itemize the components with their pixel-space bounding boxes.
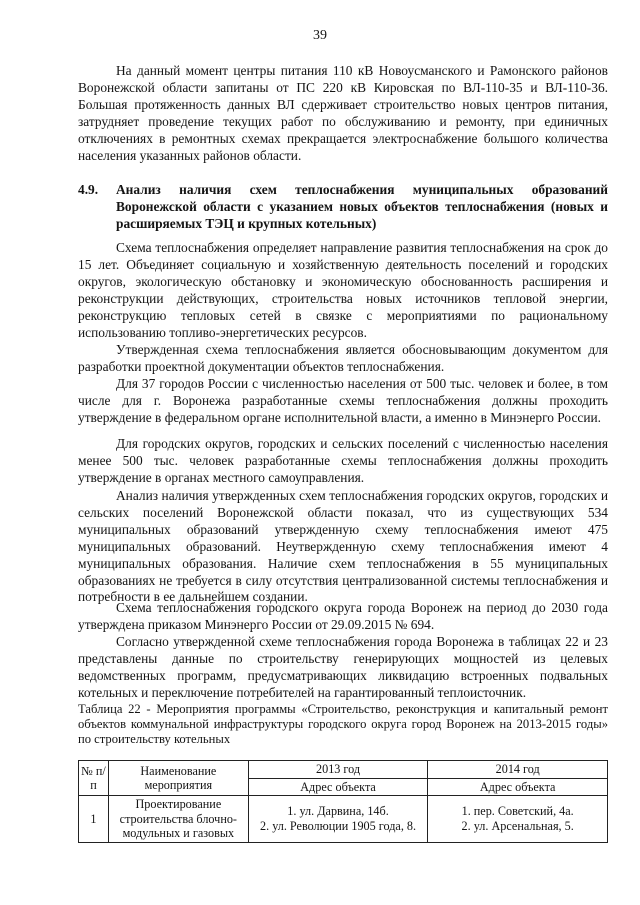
header-address-2013: Адрес объекта	[248, 778, 428, 796]
section-title: Анализ наличия схем теплоснабжения муниципальных образований Воронежской области с указанием новых объектов теплоснабжения (новых и расширяемых ТЭЦ и крупных котельных)	[116, 182, 608, 231]
paragraph: Схема теплоснабжения определяет направление развития теплоснабжения на срок до 15 лет. Объединяет социальную и хозяйственную деятельность поселений и городских округов, экологическую обстановку и экономическую обоснованность расширения и реконструкции действующих, строительства новых источников тепловой энергии, реконструкцию тепловых сетей в связке с мероприятиями по рациональному использованию топливо-энергетических ресурсов.	[78, 240, 608, 340]
section-heading	[78, 182, 608, 233]
page-number: 39	[313, 28, 327, 43]
header-address-2014: Адрес объекта	[428, 778, 608, 796]
paragraph: Утвержденная схема теплоснабжения является обосновывающим документом для разработки проектной документации объектов теплоснабжения.	[78, 342, 608, 374]
table-header-row	[79, 761, 608, 779]
paragraph: Схема теплоснабжения городского округа города Воронеж на период до 2030 года утверждена приказом Минэнерго России от 29.09.2015 № 694.	[78, 600, 608, 632]
header-year-2013: 2013 год	[248, 761, 428, 779]
table-caption: Таблица 22 - Мероприятия программы «Строительство, реконструкция и капитальный ремонт объектов коммунальной инфраструктуры городского округа город Воронеж на 2013-2015 годы» по строительству котельных	[78, 702, 608, 747]
address-line: 1. пер. Советский, 4а.	[461, 804, 574, 819]
row-number: 1	[79, 796, 109, 843]
row-address-2014	[428, 796, 608, 843]
row-event-name: Проектирование строительства блочно-модульных и газовых	[108, 796, 248, 843]
header-year-2014: 2014 год	[428, 761, 608, 779]
events-table	[78, 760, 608, 843]
paragraph: Согласно утвержденной схеме теплоснабжения города Воронежа в таблицах 22 и 23 представлены данные по строительству генерирующих мощностей из целевых ведомственных программ, предусматривающих ликвидацию встроенных подвальных котельных и переключение потребителей на гарантированный теплоисточник.	[78, 634, 608, 700]
table-row	[79, 796, 608, 843]
intro-paragraph: На данный момент центры питания 110 кВ Новоусманского и Рамонского районов Воронежской области запитаны от ПС 220 кВ Кировская по ВЛ-110-35 и ВЛ-110-36. Большая протяженность данных ВЛ сдерживает строительство новых центров питания, затрудняет проведение текущих работ по обслуживанию и ремонту, при единичных отключениях в ремонтных схемах прекращается электроснабжение большого количества населения указанных районов области.	[78, 63, 608, 163]
address-line: 2. ул. Арсенальная, 5.	[461, 819, 574, 834]
section-number: 4.9.	[78, 182, 99, 197]
address-line: 1. ул. Дарвина, 14б.	[287, 804, 389, 819]
paragraph: Для городских округов, городских и сельских поселений с численностью населения менее 500 тыс. человек разработанные схемы теплоснабжения должны проходить утверждение в органах местного самоуправления.	[78, 436, 608, 485]
paragraph: Для 37 городов России с численностью населения от 500 тыс. человек и более, в том числе для г. Воронежа разработанные схемы теплоснабжения должны проходить утверждение в федеральном органе исполнительной власти, а именно в Минэнерго России.	[78, 376, 608, 425]
paragraph: Анализ наличия утвержденных схем теплоснабжения городских округов, городских и сельских поселений Воронежской области показал, что из существующих 534 муниципальных образований утвержденную схему теплоснабжения имеют 475 муниципальных образований. Неутвержденную схему теплоснабжения имеют 4 муниципальных образования. Наличие схем теплоснабжения в 55 муниципальных образованиях не требуется в силу отсутствия централизованной системы теплоснабжения и потребности в ее дальнейшем создании.	[78, 488, 608, 605]
header-number: № п/п	[79, 761, 109, 796]
row-address-2013	[248, 796, 428, 843]
header-name: Наименование мероприятия	[108, 761, 248, 796]
address-line: 2. ул. Революции 1905 года, 8.	[260, 819, 417, 834]
